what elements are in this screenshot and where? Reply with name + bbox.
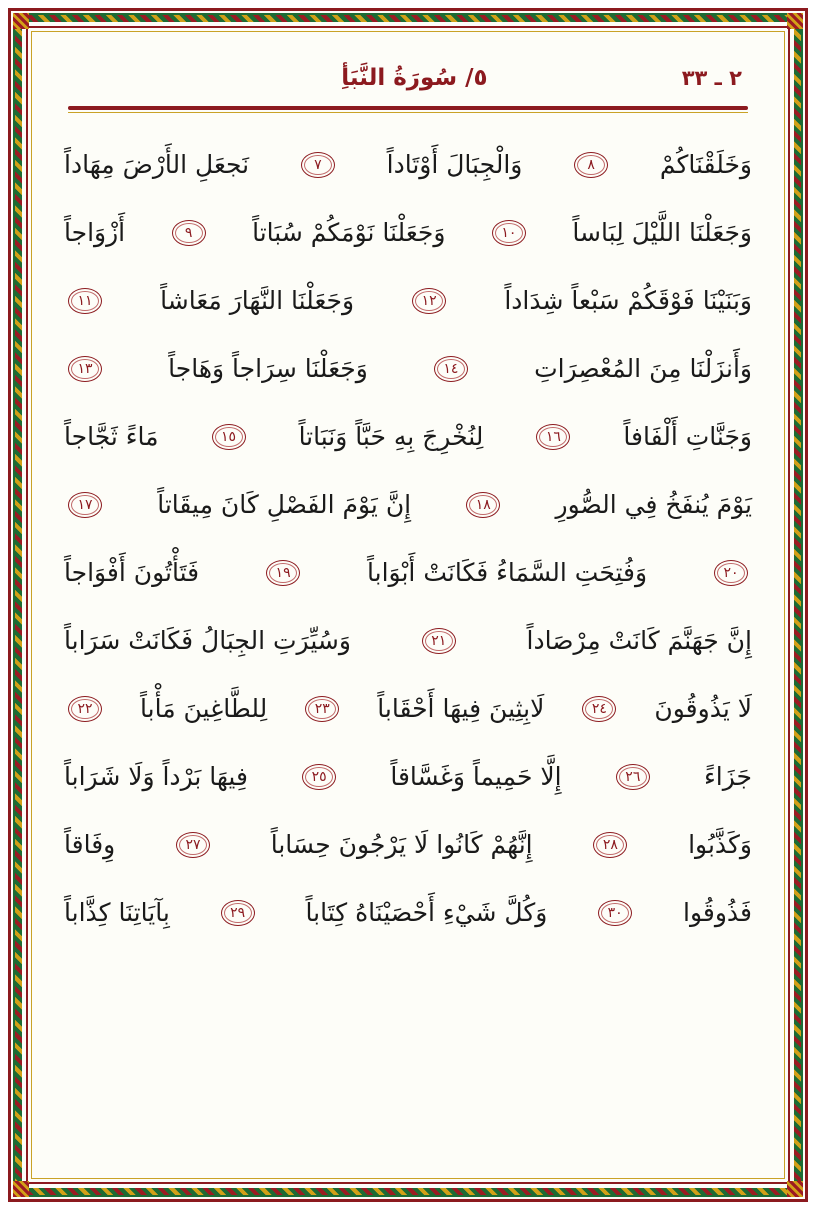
corner-ornament-bottom-left [787, 1181, 803, 1197]
ayah-text: فِيهَا بَرْداً وَلَا شَرَاباً [64, 762, 248, 791]
ayah-number-badge: ٨ [574, 152, 608, 178]
ayah-text: وَفُتِحَتِ السَّمَاءُ فَكَانَتْ أَبْوَاباً [367, 558, 648, 587]
ayah-text: إِنَّ جَهَنَّمَ كَانَتْ مِرْصَاداً [526, 626, 752, 655]
ayah-text: بِآيَاتِنَا كِذَّاباً [64, 898, 170, 927]
ayah-text: أَزْوَاجاً [64, 218, 126, 247]
ayah-text: وَسُيِّرَتِ الجِبَالُ فَكَانَتْ سَرَاباً [64, 626, 351, 655]
ayah-number-badge: ١٩ [266, 560, 300, 586]
ayah-number-badge: ١٠ [492, 220, 526, 246]
ayah-text: لِلطَّاغِينَ مَأْباً [140, 694, 268, 723]
ayah-text: وَجَعَلْنَا اللَّيْلَ لِبَاساً [572, 218, 752, 247]
ayah-number-badge: ٢٩ [221, 900, 255, 926]
ayah-line [64, 675, 752, 743]
ayah-number-badge: ١١ [68, 288, 102, 314]
ayah-number-badge: ٧ [301, 152, 335, 178]
ayah-number-badge: ١٢ [412, 288, 446, 314]
ayah-text: وَبَنَيْنَا فَوْقَكُمْ سَبْعاً شِدَاداً [504, 286, 752, 315]
ayah-number-badge: ٢٥ [302, 764, 336, 790]
corner-ornament-top-right [13, 13, 29, 29]
ayah-text: وَأَنزَلْنَا مِنَ المُعْصِرَاتِ [534, 354, 752, 383]
ayah-line [64, 743, 752, 811]
ayah-line [64, 131, 752, 199]
ayah-number-badge: ٩ [172, 220, 206, 246]
ayah-text: فَتَأْتُونَ أَفْوَاجاً [64, 558, 200, 587]
ayah-text: يَوْمَ يُنفَخُ فِي الصُّورِ [555, 490, 752, 519]
header-divider [68, 106, 748, 110]
ayah-number-badge: ٢٣ [305, 696, 339, 722]
ayah-number-badge: ١٨ [466, 492, 500, 518]
ayah-line [64, 607, 752, 675]
ayah-number-badge: ٢١ [422, 628, 456, 654]
ayah-number-badge: ١٧ [68, 492, 102, 518]
ayah-line [64, 267, 752, 335]
ayah-text: جَزَاءً [704, 762, 752, 791]
ayah-text: إِنَّهُمْ كَانُوا لَا يَرْجُونَ حِسَاباً [270, 830, 533, 859]
ayah-text: نَجعَلِ الأَرْضَ مِهَاداً [64, 150, 250, 179]
page-content [40, 42, 776, 1168]
ayah-number-badge: ١٥ [212, 424, 246, 450]
ayah-line [64, 335, 752, 403]
ayah-text: وَكَذَّبُوا [688, 830, 752, 859]
juz-label: ٢ ـ ٣٣ [681, 66, 742, 90]
ayah-number-badge: ١٤ [434, 356, 468, 382]
header-divider-thin [68, 112, 748, 113]
ayah-line [64, 471, 752, 539]
ayah-text: إِنَّ يَوْمَ الفَصْلِ كَانَ مِيقَاتاً [157, 490, 412, 519]
ayah-text: وَخَلَقْنَاكُمْ [659, 150, 752, 179]
corner-ornament-bottom-right [13, 1181, 29, 1197]
ayah-number-badge: ١٣ [68, 356, 102, 382]
ayah-number-badge: ١٦ [536, 424, 570, 450]
ayah-number-badge: ٢٦ [616, 764, 650, 790]
ayah-text: فَذُوقُوا [683, 898, 752, 927]
ayah-number-badge: ٢٨ [593, 832, 627, 858]
ayah-text: لَابِثِينَ فِيهَا أَحْقَاباً [377, 694, 545, 723]
ayah-number-badge: ٢٢ [68, 696, 102, 722]
ayah-text: وِفَاقاً [64, 830, 116, 859]
ayah-text: وَالْجِبَالَ أَوْتَاداً [386, 150, 523, 179]
ayah-text: لِنُخْرِجَ بِهِ حَبَّاً وَنَبَاتاً [298, 422, 484, 451]
ayah-text: إِلَّا حَمِيماً وَغَسَّاقاً [390, 762, 562, 791]
ayah-line [64, 539, 752, 607]
ayah-text: لَا يَذُوقُونَ [654, 694, 752, 723]
ayah-line [64, 199, 752, 267]
ayah-number-badge: ٢٠ [714, 560, 748, 586]
ayah-line [64, 403, 752, 471]
ayah-line [64, 879, 752, 947]
page-header [58, 56, 758, 100]
corner-ornament-top-left [787, 13, 803, 29]
surah-title: ٥/ سُورَةُ النَّبَأِ [341, 65, 488, 91]
ayah-text: وَكُلَّ شَيْءِ أَحْصَيْنَاهُ كِتَاباً [305, 898, 548, 927]
ayah-text: وَجَعَلْنَا النَّهَارَ مَعَاشاً [160, 286, 355, 315]
quran-text-block [58, 131, 758, 947]
ayah-number-badge: ٢٧ [176, 832, 210, 858]
ayah-text: وَجَنَّاتِ أَلْفَافاً [623, 422, 752, 451]
ayah-number-badge: ٢٤ [582, 696, 616, 722]
ayah-text: مَاءً ثَجَّاجاً [64, 422, 159, 451]
ayah-number-badge: ٣٠ [598, 900, 632, 926]
ayah-line [64, 811, 752, 879]
ayah-text: وَجَعَلْنَا سِرَاجاً وَهَاجاً [168, 354, 368, 383]
ayah-text: وَجَعَلْنَا نَوْمَكُمْ سُبَاتاً [252, 218, 446, 247]
